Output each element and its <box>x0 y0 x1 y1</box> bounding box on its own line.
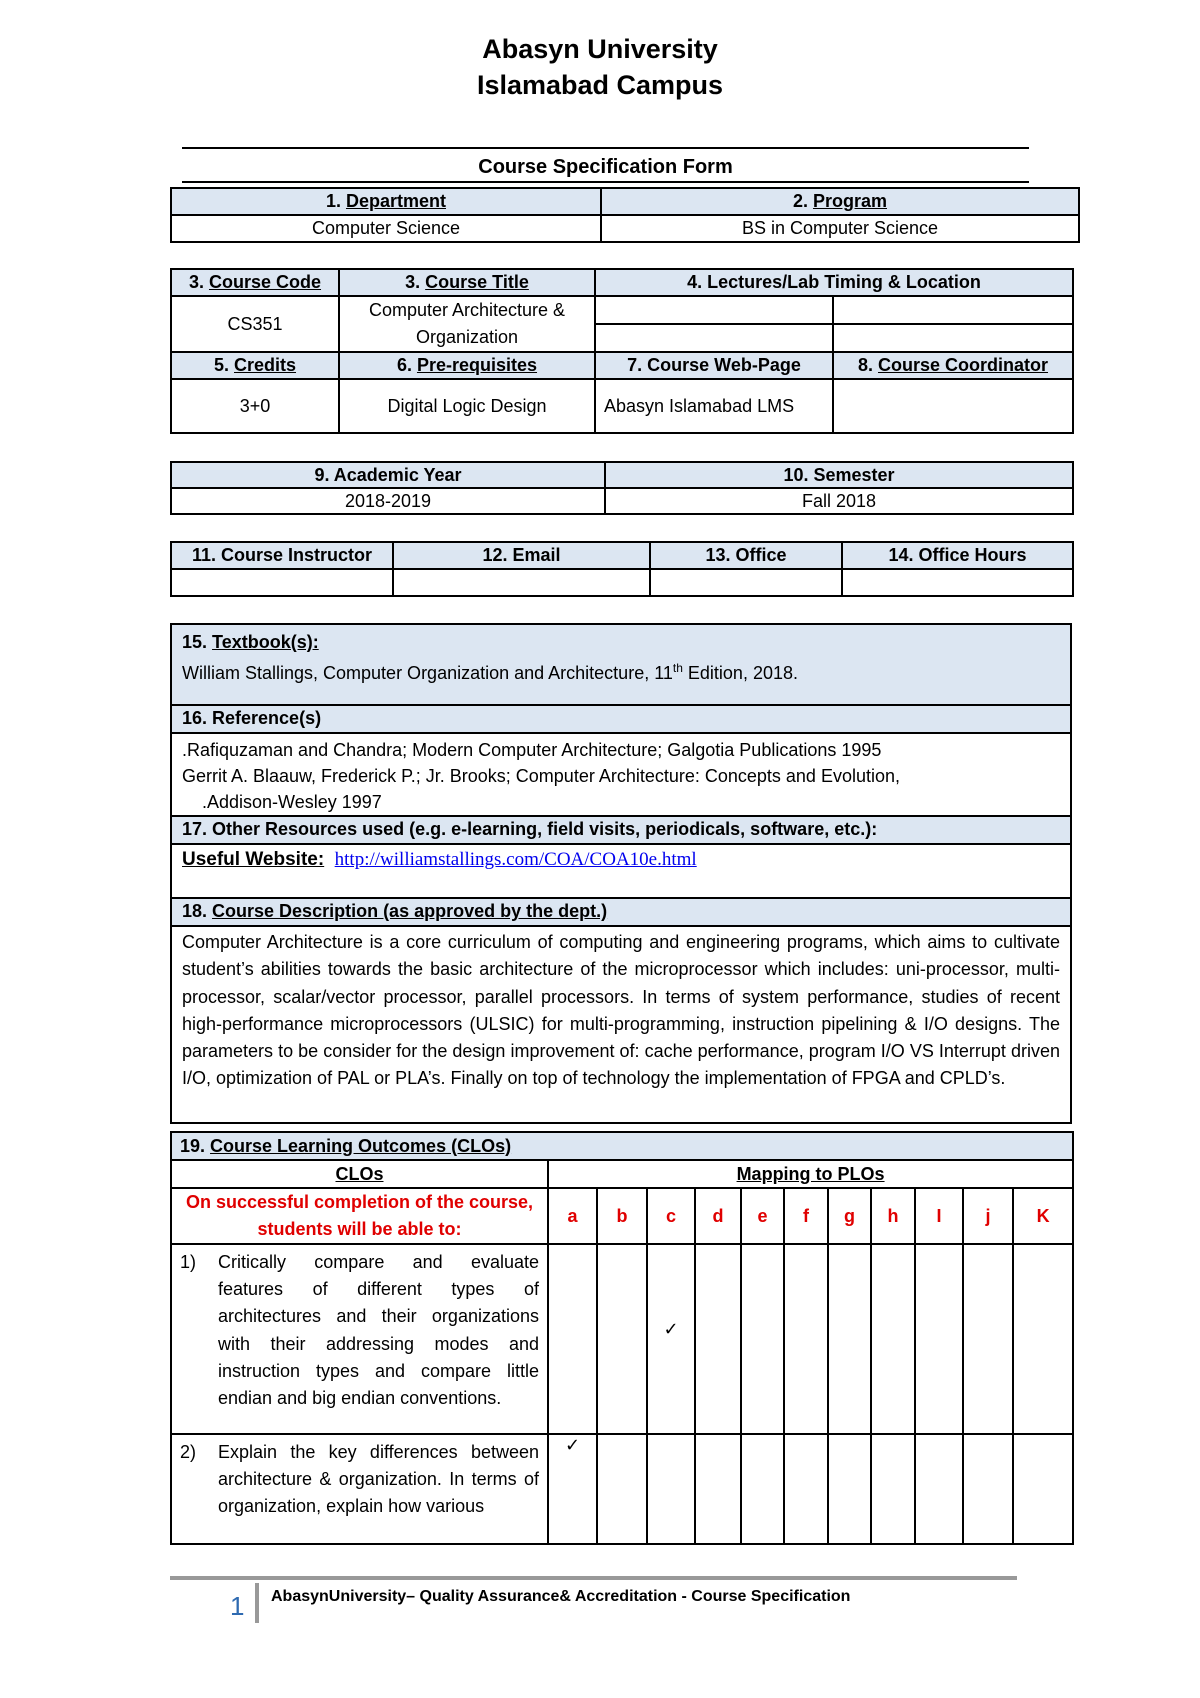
course-details-section <box>170 623 1072 1124</box>
location-cell <box>833 324 1073 352</box>
references-header: 16. Reference(s) <box>172 706 1070 734</box>
program-header: 2. Program <box>601 188 1079 215</box>
course-table <box>170 268 1074 434</box>
location-cell <box>833 296 1073 324</box>
year-semester-table <box>170 461 1074 515</box>
year-header: 9. Academic Year <box>171 462 605 488</box>
coordinator-header: 8. Course Coordinator <box>833 352 1073 379</box>
course-title-header: 3. Course Title <box>339 269 595 296</box>
other-resources-header: 17. Other Resources used (e.g. e-learning, field visits, periodicals, software, etc.): <box>172 817 1070 845</box>
plo-header: j <box>963 1188 1013 1244</box>
dept-program-table <box>170 187 1080 243</box>
plo-header: a <box>548 1188 597 1244</box>
plo-header: d <box>695 1188 741 1244</box>
dept-header: 1. Department <box>171 188 601 215</box>
program-value: BS in Computer Science <box>601 215 1079 242</box>
year-value: 2018-2019 <box>171 488 605 514</box>
clo-number: 1) <box>180 1252 197 1272</box>
clo-text: Explain the key differences between architecture & organization. In terms of organization, explain how various <box>218 1442 539 1517</box>
clo-row <box>171 1244 1073 1434</box>
semester-value: Fall 2018 <box>605 488 1073 514</box>
check-icon: ✓ <box>647 1244 695 1434</box>
reference-item: .Rafiquzaman and Chandra; Modern Computer Architecture; Galgotia Publications 1995 <box>182 740 882 760</box>
course-code-value: CS351 <box>171 296 339 352</box>
instructor-value <box>171 569 393 596</box>
clo-text: Critically compare and evaluate features of different types of architectures and their organizations with their addressing modes and instruction types and compare little endian and big endian conventions. <box>218 1252 539 1409</box>
webpage-value: Abasyn Islamabad LMS <box>595 379 833 433</box>
clos-intro: On successful completion of the course, students will be able to: <box>171 1188 548 1244</box>
semester-header: 10. Semester <box>605 462 1073 488</box>
clos-section-header: 19. Course Learning Outcomes (CLOs) <box>171 1132 1073 1160</box>
textbook-label: Textbook(s): <box>212 632 319 652</box>
website-label: Useful Website: <box>182 849 325 870</box>
textbook-block: 15. Textbook(s): William Stallings, Computer Organization and Architecture, 11th Edition, 2018. <box>172 625 1070 706</box>
description-header: 18. Course Description (as approved by the dept.) <box>172 899 1070 927</box>
office-value <box>650 569 842 596</box>
campus-name: Islamabad Campus <box>476 70 724 100</box>
credits-header: 5. Credits <box>171 352 339 379</box>
header-rule <box>182 147 1029 149</box>
plo-header: K <box>1013 1188 1073 1244</box>
plo-header: I <box>915 1188 963 1244</box>
instructor-table <box>170 541 1074 597</box>
plo-header: e <box>741 1188 784 1244</box>
plo-header: g <box>828 1188 871 1244</box>
prereq-value: Digital Logic Design <box>339 379 595 433</box>
website-link[interactable]: http://williamstallings.com/COA/COA10e.html <box>334 849 697 870</box>
instructor-header: 11. Course Instructor <box>171 542 393 569</box>
timing-cell <box>595 296 833 324</box>
footer-text: AbasynUniversity– Quality Assurance& Accreditation - Course Specification <box>271 1588 851 1605</box>
other-resources-block <box>172 845 1070 899</box>
plo-header: c <box>647 1188 695 1244</box>
credits-value: 3+0 <box>171 379 339 433</box>
timing-cell <box>595 324 833 352</box>
plo-header: b <box>597 1188 647 1244</box>
reference-item: .Addison-Wesley 1997 <box>202 792 382 812</box>
page-number: 1 <box>230 1591 245 1621</box>
office-header: 13. Office <box>650 542 842 569</box>
clos-column-header: CLOs <box>171 1160 548 1188</box>
email-value <box>393 569 650 596</box>
email-header: 12. Email <box>393 542 650 569</box>
description-text: Computer Architecture is a core curriculum of computing and engineering programs, which aims to cultivate student’s abilities towards the basic architecture of the microprocessor which includes: uni-processor, multi-processor, scalar/vector processor, parallel processors. In terms of system performance, studies of recent high-performance microprocessors (ULSIC) for multi-programming, instruction pipelining & I/O designs. The parameters to be consider for the design improvement of: cache performance, program I/O VS Interrupt driven I/O, optimization of PAL or PLA’s. Finally on top of technology the implementation of FPGA and CPLD’s. <box>182 932 1060 1089</box>
references-block <box>172 734 1070 817</box>
clo-number: 2) <box>180 1442 197 1462</box>
university-name: Abasyn University <box>482 34 718 64</box>
footer-divider <box>255 1583 259 1623</box>
timing-header: 4. Lectures/Lab Timing & Location <box>595 269 1073 296</box>
form-title: Course Specification Form <box>182 156 1029 183</box>
clos-table <box>170 1131 1074 1545</box>
plo-header: h <box>871 1188 915 1244</box>
check-icon: ✓ <box>548 1434 597 1544</box>
clo-row <box>171 1434 1073 1544</box>
webpage-header: 7. Course Web-Page <box>595 352 833 379</box>
clo-item <box>171 1434 548 1544</box>
office-hours-value <box>842 569 1073 596</box>
footer-rule <box>170 1576 1017 1580</box>
course-title-value: Computer Architecture & Organization <box>339 296 595 352</box>
office-hours-header: 14. Office Hours <box>842 542 1073 569</box>
mapping-header: Mapping to PLOs <box>548 1160 1073 1188</box>
clo-item <box>171 1244 548 1434</box>
prereq-header: 6. Pre-requisites <box>339 352 595 379</box>
course-code-header: 3. Course Code <box>171 269 339 296</box>
coordinator-value <box>833 379 1073 433</box>
dept-value: Computer Science <box>171 215 601 242</box>
reference-item: Gerrit A. Blaauw, Frederick P.; Jr. Brooks; Computer Architecture: Concepts and Evolution, <box>182 766 900 786</box>
plo-header: f <box>784 1188 828 1244</box>
textbook-value: William Stallings, Computer Organization and Architecture, 11th Edition, 2018. <box>182 661 798 683</box>
